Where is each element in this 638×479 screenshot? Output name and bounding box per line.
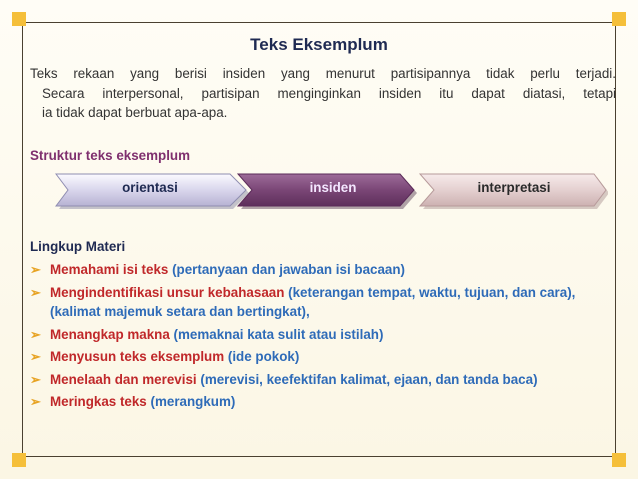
- item-main: Menangkap makna: [50, 326, 170, 342]
- corner-decoration: [612, 453, 626, 467]
- item-main: Menyusun teks eksemplum: [50, 349, 225, 364]
- list-item: [30, 370, 616, 390]
- definition-line: Secara interpersonal, partisipan menginginkan insiden itu dapat diatasi, tetapi: [42, 85, 616, 101]
- arrow-bullet-icon: ➢: [30, 394, 41, 409]
- corner-decoration: [612, 12, 626, 26]
- item-detail: (memaknai kata sulit atau istilah): [173, 326, 384, 342]
- corner-decoration: [12, 453, 26, 467]
- arrow-bullet-icon: ➢: [30, 349, 41, 364]
- corner-decoration: [12, 12, 26, 26]
- step-label-interpretasi: interpretasi: [477, 180, 551, 195]
- scope-list: [30, 260, 616, 415]
- arrow-bullet-icon: ➢: [30, 262, 41, 277]
- scope-heading: Lingkup Materi: [30, 239, 126, 254]
- arrow-bullet-icon: ➢: [30, 371, 41, 387]
- slide-title: Teks Eksemplum: [250, 35, 388, 54]
- list-item: [30, 347, 616, 367]
- arrow-bullet-icon: ➢: [30, 284, 41, 300]
- item-main: Meringkas teks: [50, 394, 147, 409]
- item-main: Mengindentifikasi unsur kebahasaan: [50, 284, 285, 300]
- item-detail: (ide pokok): [227, 349, 300, 364]
- structure-flow: [48, 164, 608, 216]
- structure-heading: Struktur teks eksemplum: [30, 148, 191, 163]
- item-detail: baca): [502, 371, 538, 387]
- item-main: Menelaah dan merevisi: [50, 371, 197, 387]
- item-detail: (merangkum): [150, 394, 236, 409]
- list-item: [30, 260, 616, 280]
- item-main: Memahami isi teks: [50, 262, 169, 277]
- list-item: [30, 392, 616, 412]
- item-detail: (pertanyaan dan jawaban isi bacaan): [172, 262, 406, 277]
- arrow-bullet-icon: ➢: [30, 326, 41, 342]
- definition-paragraph: [30, 64, 616, 123]
- item-detail: dan cara), (kalimat majemuk setara dan bertingkat),: [50, 284, 576, 319]
- definition-line: ia tidak dapat berbuat apa-apa.: [42, 105, 228, 120]
- definition-line: Teks rekaan yang berisi insiden yang menurut partisipannya tidak perlu terjadi.: [30, 66, 616, 81]
- step-label-orientasi: orientasi: [122, 180, 178, 195]
- item-detail: (merevisi, keefektifan kalimat, ejaan, dan tanda: [200, 371, 499, 387]
- list-item: [30, 325, 616, 345]
- step-label-insiden: insiden: [309, 180, 357, 195]
- item-detail: (keterangan tempat, waktu, tujuan,: [288, 284, 509, 300]
- list-item: [30, 283, 616, 322]
